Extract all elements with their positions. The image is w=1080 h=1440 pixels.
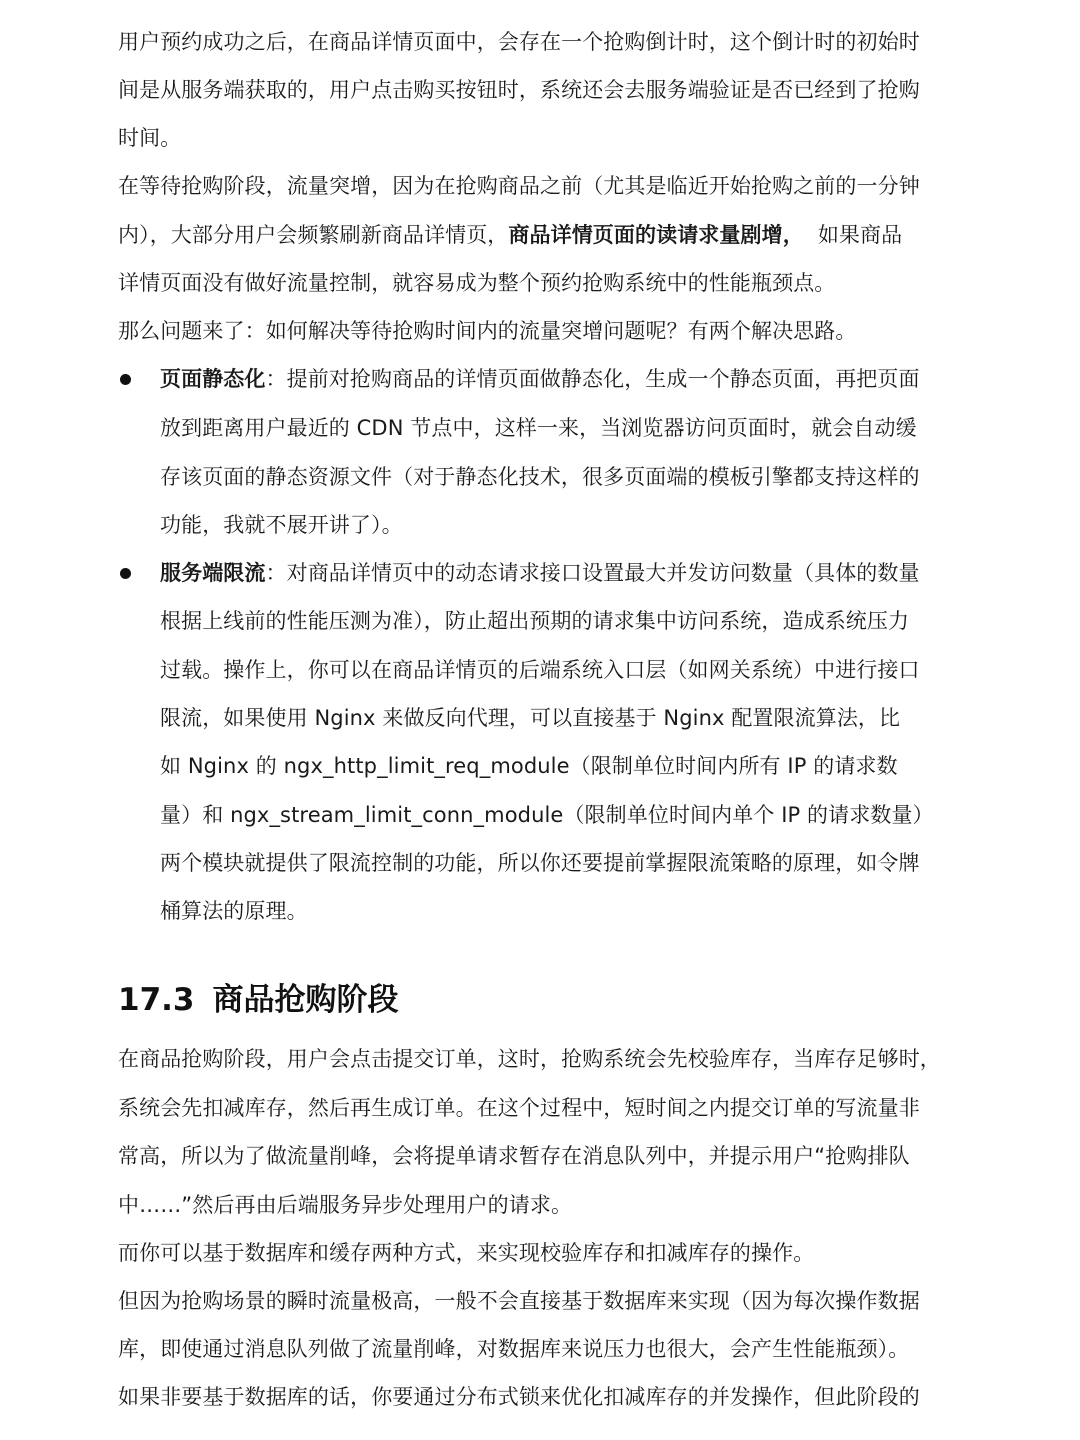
text-line: 中……”然后再由后端服务异步处理用户的请求。 [118, 1193, 573, 1217]
bullet-title: 服务端限流 [160, 561, 266, 585]
bullet-line [160, 364, 920, 394]
text-line: 间是从服务端获取的，用户点击购买按钮时，系统还会去服务端验证是否已经到了抢购 [118, 78, 920, 102]
text-line: 时间。 [118, 126, 182, 150]
bullet-line [160, 558, 920, 588]
text-span: 如果商品 [817, 223, 903, 247]
text-line: 量）和 ngx_stream_limit_conn_module（限制单位时间内单个 IP 的请求数量） [160, 803, 934, 827]
section-number: 17.3 [118, 982, 195, 1018]
text-line: 过载。操作上，你可以在商品详情页的后端系统入口层（如网关系统）中进行接口 [160, 658, 920, 682]
text-span: 内），大部分用户会频繁刷新商品详情页， [118, 223, 509, 247]
bullet-title: 页面静态化 [160, 367, 266, 391]
text-line: 详情页面没有做好流量控制，就容易成为整个预约抢购系统中的性能瓶颈点。 [118, 271, 836, 295]
bullet-dot-icon [120, 374, 131, 385]
text-line: 在商品抢购阶段，用户会点击提交订单，这时，抢购系统会先校验库存，当库存足够时， [118, 1047, 941, 1071]
text-line: 如果非要基于数据库的话，你要通过分布式锁来优化扣减库存的并发操作，但此阶段的 [118, 1385, 920, 1409]
text-line: 但因为抢购场景的瞬时流量极高，一般不会直接基于数据库来实现（因为每次操作数据 [118, 1289, 920, 1313]
text-line: 那么问题来了：如何解决等待抢购时间内的流量突增问题呢？有两个解决思路。 [118, 319, 857, 343]
text-line: 库，即使通过消息队列做了流量削峰，对数据库来说压力也很大，会产生性能瓶颈）。 [118, 1337, 910, 1361]
text-line: 而你可以基于数据库和缓存两种方式，来实现校验库存和扣减库存的操作。 [118, 1241, 815, 1265]
text-line: 根据上线前的性能压测为准），防止超出预期的请求集中访问系统，造成系统压力 [160, 609, 910, 633]
section-title: 商品抢购阶段 [212, 982, 399, 1018]
text-line: 如 Nginx 的 ngx_http_limit_req_module（限制单位时间内所有 IP 的请求数 [160, 754, 898, 778]
text-line: 桶算法的原理。 [160, 899, 308, 923]
text-line: 在等待抢购阶段，流量突增，因为在抢购商品之前（尤其是临近开始抢购之前的一分钟 [118, 174, 920, 198]
text-line: 功能，我就不展开讲了）。 [160, 513, 403, 537]
bullet-dot-icon [120, 568, 131, 579]
text-line: 两个模块就提供了限流控制的功能，所以你还要提前掌握限流策略的原理，如令牌 [160, 851, 920, 875]
text-line [118, 220, 902, 250]
text-span: ：对商品详情页中的动态请求接口设置最大并发访问数量（具体的数量 [265, 561, 920, 585]
text-line: 常高，所以为了做流量削峰，会将提单请求暂存在消息队列中，并提示用户“抢购排队 [118, 1144, 910, 1168]
text-line: 存该页面的静态资源文件（对于静态化技术，很多页面端的模板引擎都支持这样的 [160, 465, 920, 489]
text-span: ：提前对抢购商品的详情页面做静态化，生成一个静态页面，再把页面 [265, 367, 920, 391]
text-line: 系统会先扣减库存，然后再生成订单。在这个过程中，短时间之内提交订单的写流量非 [118, 1096, 920, 1120]
text-line: 限流，如果使用 Nginx 来做反向代理，可以直接基于 Nginx 配置限流算法，比 [160, 706, 901, 730]
text-line: 放到距离用户最近的 CDN 节点中，这样一来，当浏览器访问页面时，就会自动缓 [160, 416, 917, 440]
section-heading [118, 978, 399, 1022]
emphasis-text: 商品详情页面的读请求量剧增， [508, 223, 804, 247]
text-line: 用户预约成功之后，在商品详情页面中，会存在一个抢购倒计时，这个倒计时的初始时 [118, 30, 920, 54]
